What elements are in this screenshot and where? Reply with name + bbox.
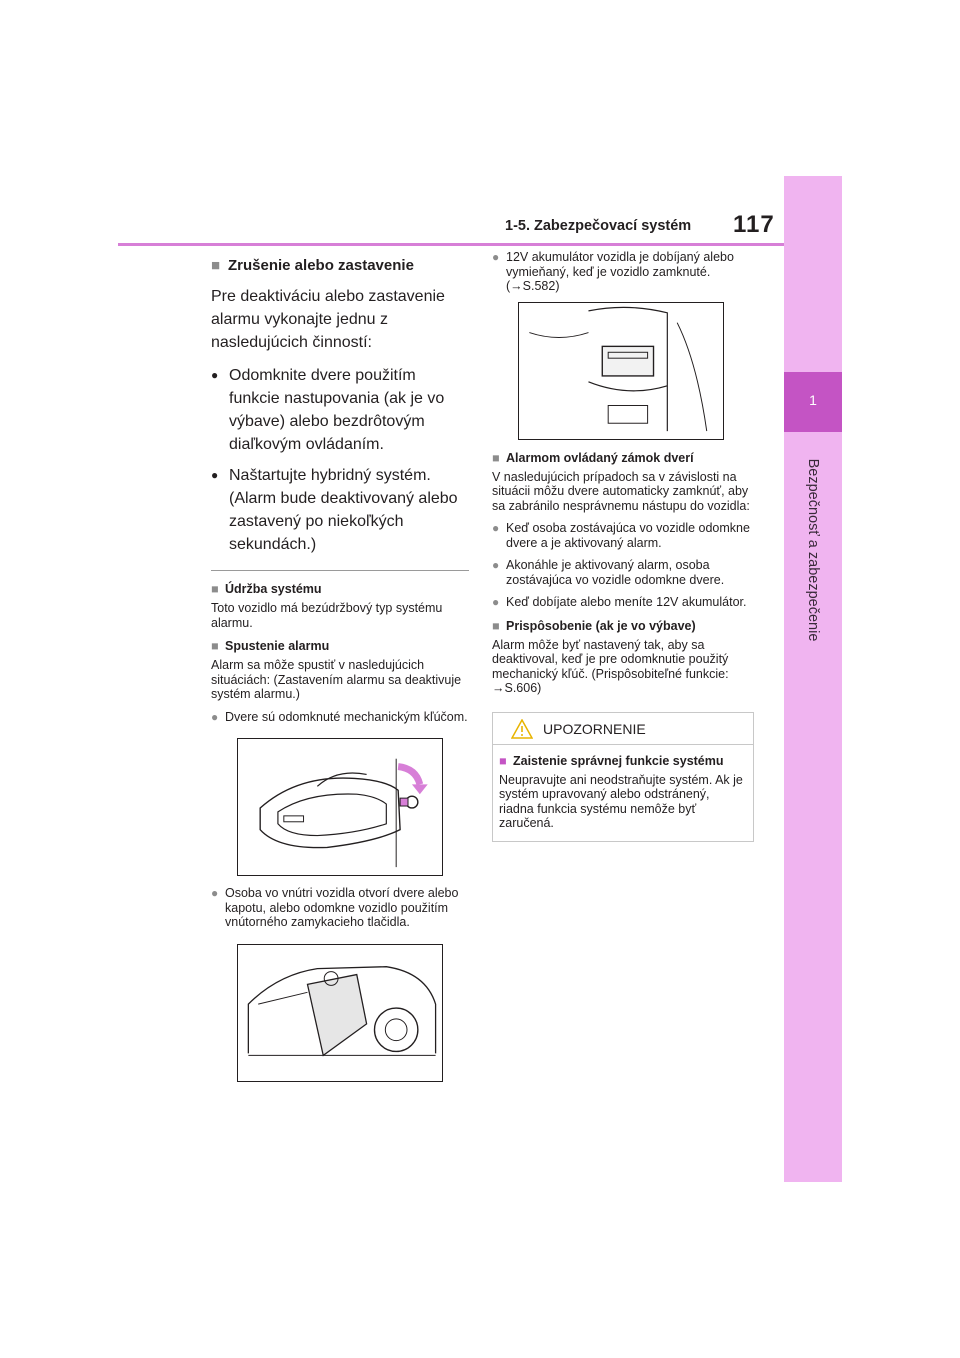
lock-bullet-3: ● Keď dobíjate alebo meníte 12V akumulátor.: [492, 595, 754, 610]
chapter-number: 1: [809, 392, 817, 408]
door-handle-key-illustration: [237, 738, 443, 876]
warning-title: UPOZORNENIE: [543, 720, 646, 737]
trigger-bullet-key: ● Dvere sú odomknuté mechanickým kľúčom.: [211, 710, 469, 725]
right-column: [492, 250, 754, 842]
left-column: [211, 255, 469, 1082]
maintenance-heading: ■ Údržba systému: [211, 581, 469, 597]
maintenance-text: Toto vozidlo má bezúdržbový typ systému alarmu.: [211, 601, 443, 630]
battery-illustration: [518, 302, 724, 440]
lock-bullet-2: ● Akonáhle je aktivovaný alarm, osoba zostávajúca vo vozidle odomkne dvere.: [492, 558, 754, 587]
cancel-intro: Pre deaktiváciu alebo zastavenie alarmu vykonajte jednu z nasledujúcich činností:: [211, 288, 445, 351]
warning-triangle-icon: [511, 719, 533, 739]
lock-heading: ■ Alarmom ovládaný zámok dverí: [492, 450, 754, 466]
divider: [211, 570, 469, 571]
cancel-bullet-1: ● Odomknite dvere použitím funkcie nastupovania (ak je vo výbave) alebo bezdrôtovým diaľkovým ovládaním.: [211, 364, 469, 456]
cancel-bullet-2: ● Naštartujte hybridný systém. (Alarm bude deaktivovaný alebo zastavený po niekoľkých sekundách.): [211, 464, 469, 556]
lock-bullet-1: ● Keď osoba zostávajúca vo vozidle odomkne dvere a je aktivovaný alarm.: [492, 521, 754, 550]
cancel-heading: ■ Zrušenie alebo zastavenie: [211, 255, 469, 277]
custom-heading: ■ Prispôsobenie (ak je vo výbave): [492, 618, 754, 634]
warning-text: Neupravujte ani neodstraňujte systém. Ak je systém upravovaný alebo odstránený, riadna funkcia systému nemôže byť zaručená.: [499, 772, 743, 830]
open-door-car-illustration: [237, 944, 443, 1082]
section-title: 1-5. Zabezpečovací systém: [505, 218, 692, 234]
trigger-heading: ■ Spustenie alarmu: [211, 638, 469, 654]
chapter-title: Bezpečnosť a zabezpečenie: [805, 458, 821, 642]
warning-body: [493, 745, 753, 831]
warning-header: [493, 713, 753, 745]
lock-text: V nasledujúcich prípadoch sa v závislosti na situácii môžu dvere automaticky zamknúť, aby sa zabránilo nesprávnemu nástupu do vozidla:: [492, 469, 750, 513]
battery-bullet: ● 12V akumulátor vozidla je dobíjaný alebo vymieňaný, keď je vozidlo zamknuté. (→S.582): [492, 250, 754, 294]
trigger-bullet-inside: ● Osoba vo vnútri vozidla otvorí dvere alebo kapotu, alebo odomkne vozidlo použitím vnútorného zamykacieho tlačidla.: [211, 886, 469, 930]
page-number: 117: [733, 211, 775, 238]
chapter-side-tab: [784, 176, 842, 1182]
warning-heading: ■ Zaistenie správnej funkcie systému: [499, 753, 747, 769]
custom-text: Alarm môže byť nastavený tak, aby sa deaktivoval, keď je pre odomknutie použitý mechanický kľúč. (Prispôsobiteľné funkcie: →S.606): [492, 637, 729, 695]
header-rule: [118, 243, 784, 246]
trigger-text: Alarm sa môže spustiť v nasledujúcich situáciách: (Zastavením alarmu sa deaktivuje systém alarmu.): [211, 658, 462, 701]
warning-box: [492, 712, 754, 842]
